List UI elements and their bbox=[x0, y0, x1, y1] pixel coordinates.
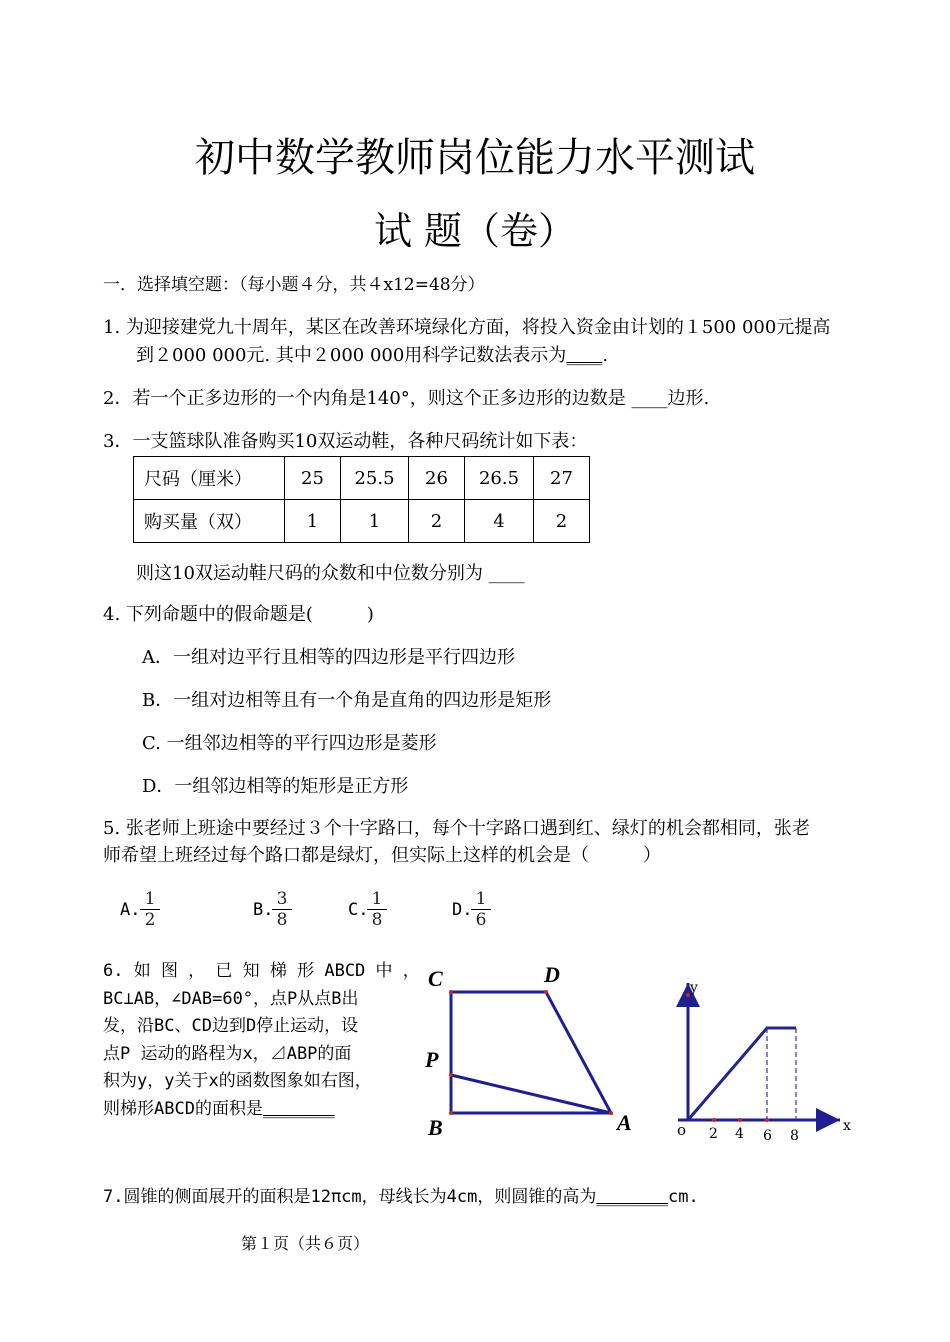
q1-line1: 1. 为迎接建党九十周年，某区在改善环境绿化方面，将投入资金由计划的１500 000元提高 bbox=[103, 317, 831, 338]
q7-end: cm. bbox=[668, 1187, 699, 1207]
graph-tick-label: 2 bbox=[709, 1126, 718, 1142]
table-cell: 2 bbox=[409, 500, 465, 543]
fraction-denominator: 2 bbox=[144, 910, 156, 930]
q1-line2 bbox=[136, 343, 608, 369]
page-footer: 第１页（共６页） bbox=[240, 1234, 369, 1253]
q1-text: 到２000 000元. 其中２000 000用科学记数法表示为 bbox=[136, 345, 567, 366]
graph-tick-label: 4 bbox=[735, 1126, 744, 1142]
q6-line: 积为y，y关于x的函数图象如右图， bbox=[103, 1071, 372, 1091]
axis-marker bbox=[712, 1118, 716, 1122]
vertex-marker bbox=[449, 1073, 453, 1077]
graph-x-label: x bbox=[843, 1118, 851, 1134]
q6-last-line bbox=[103, 1096, 403, 1124]
page-subtitle: 试 题（卷） bbox=[373, 209, 577, 253]
segment-pa bbox=[451, 1075, 611, 1113]
label-point-c: C bbox=[428, 966, 443, 991]
q4-text: 4. 下列命题中的假命题是( ) bbox=[103, 604, 374, 625]
q2-line bbox=[103, 386, 709, 412]
q6-line: 则梯形ABCD的面积是 bbox=[103, 1098, 263, 1119]
table-cell: 尺码（厘米） bbox=[134, 457, 285, 500]
q5-option-a-fraction bbox=[140, 889, 160, 930]
vertex-marker bbox=[609, 1111, 613, 1115]
graph-y-label: y bbox=[690, 980, 698, 996]
label-point-b: B bbox=[428, 1115, 443, 1140]
q7-blank: _______ bbox=[596, 1187, 669, 1207]
table-cell: 1 bbox=[285, 500, 341, 543]
q1-blank: ____ bbox=[566, 345, 603, 366]
table-cell: 27 bbox=[534, 457, 590, 500]
q3-follow-text: 则这10双运动鞋尺码的众数和中位数分别为 bbox=[136, 563, 483, 584]
trapezoid-figure bbox=[415, 955, 645, 1145]
q6-line: 6. 如 图 ， 已 知 梯 形 ABCD 中 ， bbox=[103, 961, 420, 981]
q3-blank: ____ bbox=[488, 563, 525, 584]
q5-line2: 师希望上班经过每个路口都是绿灯，但实际上这样的机会是（ ） bbox=[103, 845, 661, 866]
table-cell: 购买量（双） bbox=[134, 500, 285, 543]
table-row bbox=[134, 500, 590, 543]
q7-line bbox=[103, 1184, 699, 1210]
axis-marker bbox=[738, 1118, 742, 1122]
q4-option-c: C. 一组邻边相等的平行四边形是菱形 bbox=[142, 733, 437, 754]
graph-tick-label: 8 bbox=[790, 1128, 799, 1144]
vertex-marker bbox=[449, 1111, 453, 1115]
vertex-marker bbox=[544, 990, 548, 994]
q5-option-a-label: A. bbox=[120, 900, 141, 920]
q4-option-b: B．一组对边相等且有一个角是直角的四边形是矩形 bbox=[142, 690, 552, 711]
label-point-p: P bbox=[425, 1047, 439, 1072]
function-graph bbox=[660, 975, 845, 1150]
table-cell: 26.5 bbox=[465, 457, 534, 500]
function-line bbox=[688, 1028, 796, 1120]
q5-option-b-label: B. bbox=[253, 900, 274, 920]
graph-origin-label: o bbox=[677, 1121, 687, 1139]
fraction-numerator: 1 bbox=[140, 889, 160, 910]
q3-follow bbox=[136, 561, 525, 587]
axis-marker bbox=[765, 1118, 769, 1122]
label-point-a: A bbox=[617, 1110, 632, 1135]
q6-line: 发，沿BC、CD边到D停止运动，设 bbox=[103, 1016, 359, 1036]
q5-option-d-fraction bbox=[471, 889, 491, 930]
q7-text: 7.圆锥的侧面展开的面积是12πcm，母线长为4cm，则圆锥的高为 bbox=[103, 1187, 597, 1207]
fraction-numerator: 1 bbox=[471, 889, 491, 910]
table-cell: 2 bbox=[534, 500, 590, 543]
table-cell: 1 bbox=[341, 500, 409, 543]
vertex-marker bbox=[449, 990, 453, 994]
q5-option-d-label: D. bbox=[452, 900, 473, 920]
table-cell: 25.5 bbox=[341, 457, 409, 500]
q4-option-a: A．一组对边平行且相等的四边形是平行四边形 bbox=[142, 647, 515, 668]
q2-end: 边形. bbox=[667, 388, 710, 409]
q6-line: 点P 运动的路程为x，⊿ABP的面 bbox=[103, 1043, 352, 1064]
q5-line1: 5. 张老师上班途中要经过３个十字路口，每个十字路口遇到红、绿灯的机会都相同，张老 bbox=[103, 818, 810, 839]
table-cell: 26 bbox=[409, 457, 465, 500]
q6-text-block bbox=[103, 958, 420, 1123]
q3-text: 3．一支篮球队准备购买10双运动鞋，各种尺码统计如下表： bbox=[103, 431, 588, 452]
section-heading: 一．选择填空题：（每小题４分，共４x12=48分） bbox=[103, 275, 485, 295]
fraction-denominator: 8 bbox=[276, 910, 288, 930]
fraction-denominator: 8 bbox=[371, 910, 383, 930]
fraction-numerator: 3 bbox=[272, 889, 292, 910]
fraction-denominator: 6 bbox=[475, 910, 487, 930]
page-title: 初中数学教师岗位能力水平测试 bbox=[195, 135, 755, 181]
q5-option-c-fraction bbox=[367, 889, 387, 930]
q2-text: 2．若一个正多边形的一个内角是140°，则这个正多边形的边数是 bbox=[103, 388, 626, 409]
q6-line: BC⊥AB，∠DAB=60°，点P从点B出 bbox=[103, 988, 359, 1009]
table-cell: 4 bbox=[465, 500, 534, 543]
label-point-d: D bbox=[544, 962, 560, 987]
q2-blank: ____ bbox=[631, 388, 668, 409]
shoe-size-table bbox=[133, 456, 590, 543]
q5-option-c-label: C. bbox=[348, 900, 369, 920]
table-cell: 25 bbox=[285, 457, 341, 500]
q4-option-d: D．一组邻边相等的矩形是正方形 bbox=[142, 776, 409, 797]
graph-tick-label: 6 bbox=[763, 1128, 772, 1144]
q6-blank: _______ bbox=[262, 1098, 335, 1119]
table-row bbox=[134, 457, 590, 500]
q1-end: . bbox=[602, 345, 609, 366]
fraction-numerator: 1 bbox=[367, 889, 387, 910]
q5-option-b-fraction bbox=[272, 889, 292, 930]
